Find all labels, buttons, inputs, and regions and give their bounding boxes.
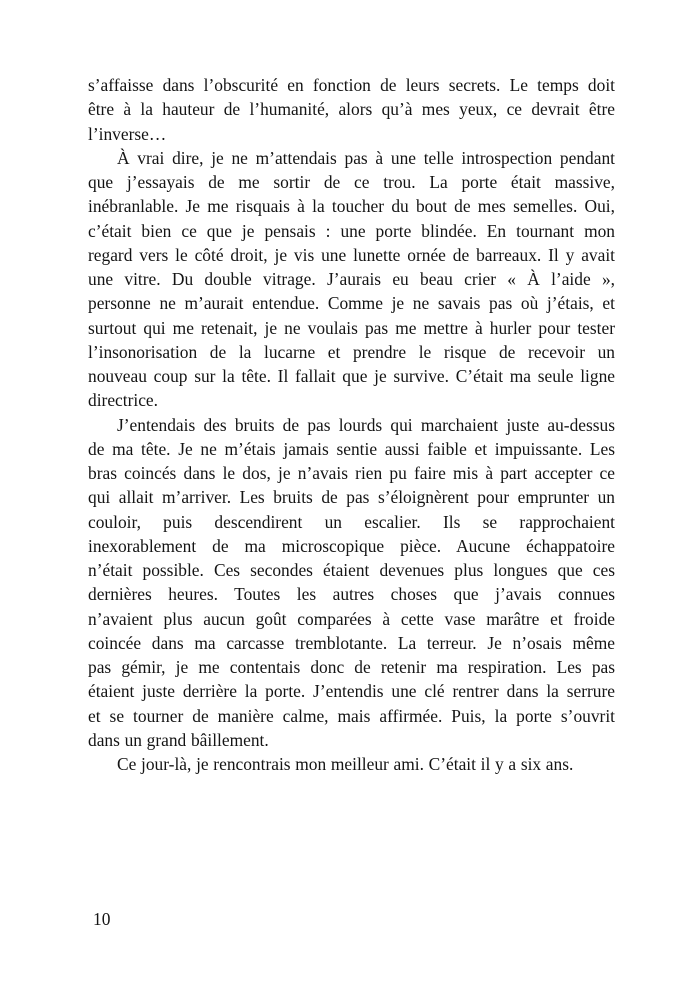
text-line: dernières heures. Toutes les autres choses que j’avais connues <box>88 584 615 605</box>
text-line: dans un grand bâillement. <box>88 729 269 750</box>
text-line: n’était possible. Ces secondes étaient devenues plus longues que ces <box>88 560 615 580</box>
text-line: nouveau coup sur la tête. Il fallait que je survive. C’était ma seule ligne <box>88 366 615 386</box>
text-line: Ce jour-là, je rencontrais mon meilleur ami. C’était il y a six ans. <box>117 754 574 774</box>
page-number: 10 <box>93 909 111 929</box>
text-line: couloir, puis descendirent un escalier. Ils se rapprochaient <box>88 511 615 532</box>
text-line: que j’essayais de me sortir de ce trou. La porte était massive, <box>88 172 615 192</box>
text-line: coincée dans ma carcasse tremblotante. La terreur. Je n’osais même <box>88 632 615 653</box>
text-line: l’insonorisation de la lucarne et prendre le risque de recevoir un <box>88 341 615 362</box>
text-line: J’entendais des bruits de pas lourds qui marchaient juste au-dessus <box>117 414 615 435</box>
text-line: directrice. <box>88 390 158 411</box>
text-line: une vitre. Du double vitrage. J’aurais eu beau crier « À l’aide », <box>88 269 615 289</box>
text-line: À vrai dire, je ne m’attendais pas à une telle introspection pendant <box>117 147 615 168</box>
text-line: personne ne m’aurait entendue. Comme je ne savais pas où j’étais, et <box>88 293 615 314</box>
text-line: l’inverse… <box>88 123 167 144</box>
text-line: inexorablement de ma microscopique pièce. Aucune échappatoire <box>88 535 615 556</box>
text-line: surtout qui me retenait, je ne voulais pas me mettre à hurler pour tester <box>88 317 615 338</box>
text-line: inébranlable. Je me risquais à la toucher du bout de mes semelles. Oui, <box>88 196 615 217</box>
text-line: et se tourner de manière calme, mais affirmée. Puis, la porte s’ouvrit <box>88 705 615 726</box>
text-line: qui allait m’arriver. Les bruits de pas s’éloignèrent pour emprunter un <box>88 487 615 508</box>
text-line: être à la hauteur de l’humanité, alors qu’à mes yeux, ce devrait être <box>88 99 615 120</box>
text-line: regard vers le côté droit, je vis une lunette ornée de barreaux. Il y avait <box>88 244 615 265</box>
text-line: pas gémir, je me contentais donc de retenir ma respiration. Les pas <box>88 657 615 677</box>
body-text <box>88 73 615 776</box>
text-line: s’affaisse dans l’obscurité en fonction de leurs secrets. Le temps doit <box>88 75 615 95</box>
text-line: n’avaient plus aucun goût comparées à cette vase marâtre et froide <box>88 608 615 629</box>
text-line: c’était bien ce que je pensais : une porte blindée. En tournant mon <box>88 220 615 241</box>
text-line: de ma tête. Je ne m’étais jamais sentie aussi faible et impuissante. Les <box>88 438 615 459</box>
text-line: bras coincés dans le dos, je n’avais rien pu faire mis à part accepter ce <box>88 463 615 483</box>
text-line: étaient juste derrière la porte. J’entendis une clé rentrer dans la serrure <box>88 681 615 702</box>
